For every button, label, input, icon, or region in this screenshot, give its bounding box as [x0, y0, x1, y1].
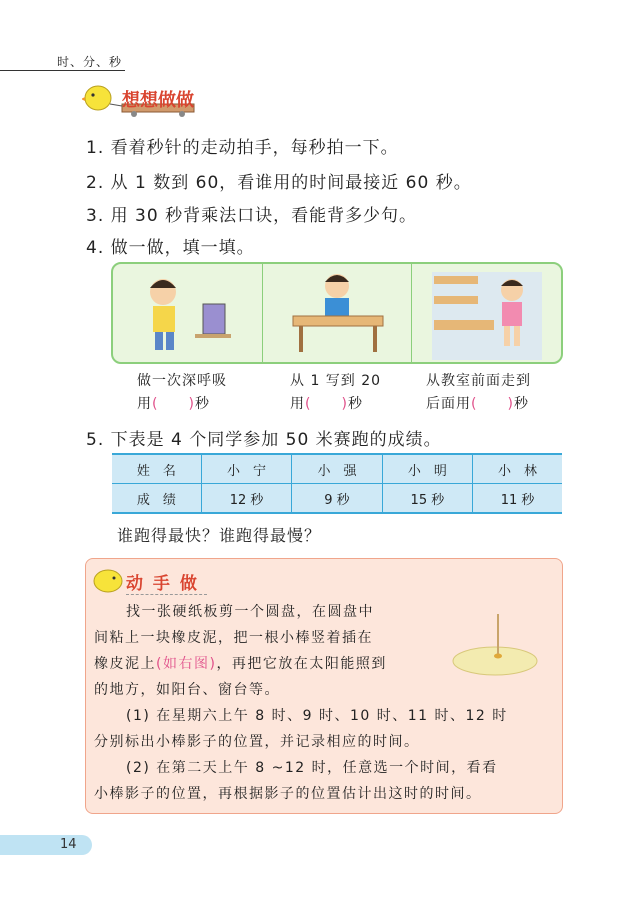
- activity-caption-breathing: [137, 370, 227, 416]
- table-cell: 小 宁: [201, 454, 291, 484]
- step-1-cont: 分别标出小棒影子的位置，并记录相应的时间。: [94, 734, 420, 750]
- table-cell: 小 明: [382, 454, 472, 484]
- writing-illustration: [263, 264, 413, 362]
- text-line: 间粘上一块橡皮泥，把一根小棒竖着插在: [94, 630, 373, 646]
- caption-unit: 秒: [513, 396, 529, 412]
- exercise-3: 3. 用 30 秒背乘法口诀，看能背多少句。: [86, 206, 418, 226]
- text-span: 橡皮泥上: [94, 656, 156, 672]
- text-span: ，再把它放在太阳能照到: [216, 656, 387, 672]
- table-cell: 小 林: [473, 454, 562, 484]
- caption-unit: 秒: [347, 396, 363, 412]
- table-header-row: [112, 454, 562, 484]
- activity-caption-writing: [290, 370, 381, 416]
- table-cell: 姓 名: [112, 454, 201, 484]
- walking-illustration: [412, 264, 561, 362]
- table-cell: 成 绩: [112, 484, 201, 514]
- answer-paren[interactable]: ( ): [152, 396, 195, 412]
- answer-blank[interactable]: [290, 393, 381, 416]
- hands-on-box: [85, 558, 563, 814]
- caption-text: 用: [137, 396, 152, 412]
- race-question: 谁跑得最快？谁跑得最慢？: [117, 526, 322, 545]
- caption-unit: 秒: [194, 396, 210, 412]
- text-line: 的地方，如阳台、窗台等。: [94, 682, 280, 698]
- chick-icon: [90, 567, 130, 597]
- table-cell: 15 秒: [382, 484, 472, 514]
- step-2-cont: 小棒影子的位置，再根据影子的位置估计出这时的时间。: [94, 786, 482, 802]
- activity-illustration: [111, 262, 563, 364]
- section-title-think-do: 想想做做: [122, 90, 194, 111]
- text-line: 找一张硬纸板剪一个圆盘，在圆盘中: [126, 604, 374, 620]
- header-rule: [0, 70, 125, 71]
- sundial-disc-illustration: [448, 609, 538, 684]
- caption-text: 用: [290, 396, 305, 412]
- chapter-header: 时、分、秒: [57, 55, 123, 69]
- instructions-paragraph: [94, 599, 454, 703]
- step-2: (2) 在第二天上午 8 ~12 时，任意选一个时间，看看: [126, 760, 498, 776]
- see-figure-note: (如右图): [156, 656, 217, 672]
- caption-line: 从 1 写到 20: [290, 373, 382, 389]
- caption-line: 从教室前面走到: [426, 373, 531, 389]
- table-cell: 小 强: [292, 454, 382, 484]
- answer-blank[interactable]: [137, 393, 227, 416]
- answer-blank[interactable]: [426, 393, 531, 416]
- page-number: 14: [60, 837, 77, 852]
- exercise-1: 1. 看着秒针的走动拍手，每秒拍一下。: [86, 138, 399, 158]
- table-cell: 12 秒: [201, 484, 291, 514]
- activity-caption-walking: [426, 370, 531, 416]
- exercise-2: 2. 从 1 数到 60，看谁用的时间最接近 60 秒。: [86, 173, 472, 193]
- step-1: (1) 在星期六上午 8 时、9 时、10 时、11 时、12 时: [126, 708, 508, 724]
- steps: [94, 703, 559, 807]
- table-row: [112, 484, 562, 514]
- caption-line: 做一次深呼吸: [137, 373, 227, 389]
- breathing-illustration: [113, 264, 263, 362]
- answer-paren[interactable]: ( ): [305, 396, 348, 412]
- text-line: [94, 651, 454, 677]
- section-title-hands-on: 动 手 做: [126, 569, 207, 595]
- table-cell: 11 秒: [473, 484, 562, 514]
- exercise-4: 4. 做一做，填一填。: [86, 238, 255, 258]
- exercise-5: 5. 下表是 4 个同学参加 50 米赛跑的成绩。: [86, 430, 442, 450]
- table-cell: 9 秒: [292, 484, 382, 514]
- caption-text: 后面用: [426, 396, 471, 412]
- answer-paren[interactable]: ( ): [471, 396, 514, 412]
- page-number-tab: [0, 835, 92, 855]
- race-results-table: [112, 453, 562, 514]
